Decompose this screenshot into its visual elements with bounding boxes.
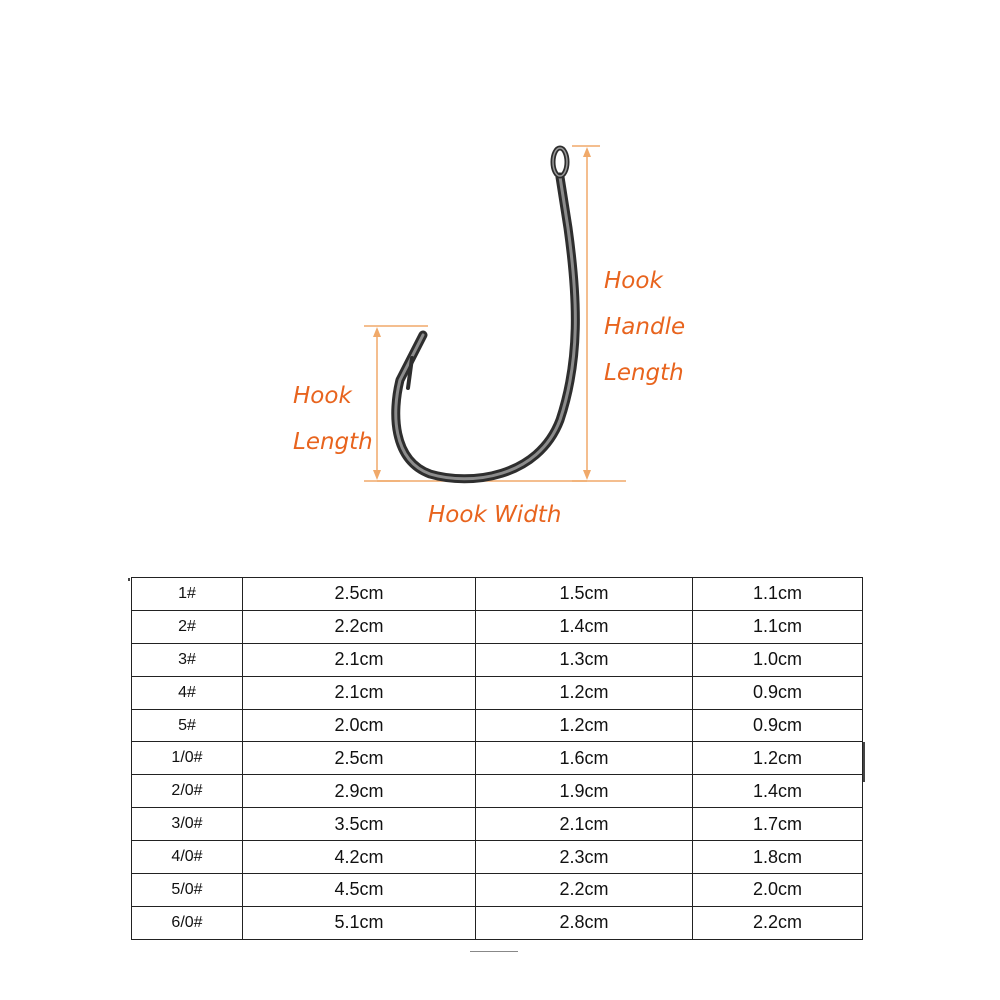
table-cell-value-2: 2.3cm <box>476 841 693 874</box>
table-cell-size: 2/0# <box>132 775 243 808</box>
table-cell-value-3: 1.1cm <box>693 610 863 643</box>
table-row <box>132 775 863 808</box>
table-row <box>132 643 863 676</box>
table-cell-value-3: 0.9cm <box>693 709 863 742</box>
table-edge-mark <box>863 742 865 782</box>
table-row <box>132 874 863 907</box>
table-cell-value-1: 2.9cm <box>243 775 476 808</box>
table-cell-value-1: 4.2cm <box>243 841 476 874</box>
table-cell-value-1: 2.1cm <box>243 676 476 709</box>
table-cell-value-3: 1.1cm <box>693 578 863 611</box>
table-cell-value-2: 1.2cm <box>476 676 693 709</box>
table-cell-size: 1/0# <box>132 742 243 775</box>
table-cell-value-2: 1.5cm <box>476 578 693 611</box>
table-cell-value-3: 1.7cm <box>693 808 863 841</box>
table-cell-value-3: 1.4cm <box>693 775 863 808</box>
table-cell-value-3: 0.9cm <box>693 676 863 709</box>
hook-size-table <box>131 577 863 940</box>
table-row <box>132 742 863 775</box>
table-cell-value-2: 1.9cm <box>476 775 693 808</box>
table-row <box>132 709 863 742</box>
table-cell-value-1: 5.1cm <box>243 906 476 939</box>
hook-size-table-body <box>132 578 863 940</box>
table-cell-value-1: 4.5cm <box>243 874 476 907</box>
table-cell-size: 5/0# <box>132 874 243 907</box>
table-row <box>132 906 863 939</box>
table-cell-value-1: 2.5cm <box>243 742 476 775</box>
table-row <box>132 578 863 611</box>
table-row <box>132 841 863 874</box>
table-cell-value-2: 1.6cm <box>476 742 693 775</box>
table-edge-mark <box>128 578 130 581</box>
table-cell-size: 6/0# <box>132 906 243 939</box>
table-cell-value-2: 1.3cm <box>476 643 693 676</box>
table-cell-value-3: 2.2cm <box>693 906 863 939</box>
table-cell-value-1: 2.5cm <box>243 578 476 611</box>
table-row <box>132 610 863 643</box>
table-cell-value-3: 1.2cm <box>693 742 863 775</box>
table-cell-value-3: 1.8cm <box>693 841 863 874</box>
table-cell-value-1: 3.5cm <box>243 808 476 841</box>
table-cell-value-3: 2.0cm <box>693 874 863 907</box>
table-cell-size: 4/0# <box>132 841 243 874</box>
hook-width-label: Hook Width <box>428 502 562 528</box>
table-cell-value-2: 2.8cm <box>476 906 693 939</box>
table-row <box>132 808 863 841</box>
table-cell-value-2: 1.4cm <box>476 610 693 643</box>
table-cell-value-2: 1.2cm <box>476 709 693 742</box>
table-cell-size: 2# <box>132 610 243 643</box>
table-cell-value-3: 1.0cm <box>693 643 863 676</box>
hook-length-label: Hook Length <box>293 383 373 455</box>
table-edge-mark <box>470 951 518 952</box>
table-cell-value-1: 2.0cm <box>243 709 476 742</box>
table-cell-size: 3# <box>132 643 243 676</box>
table-cell-value-2: 2.1cm <box>476 808 693 841</box>
table-cell-value-1: 2.1cm <box>243 643 476 676</box>
hook-handle-length-label: Hook Handle Length <box>604 268 686 386</box>
table-cell-size: 5# <box>132 709 243 742</box>
table-cell-size: 4# <box>132 676 243 709</box>
table-cell-size: 1# <box>132 578 243 611</box>
table-cell-value-2: 2.2cm <box>476 874 693 907</box>
table-cell-size: 3/0# <box>132 808 243 841</box>
table-cell-value-1: 2.2cm <box>243 610 476 643</box>
fishing-hook-icon <box>396 148 576 479</box>
table-row <box>132 676 863 709</box>
